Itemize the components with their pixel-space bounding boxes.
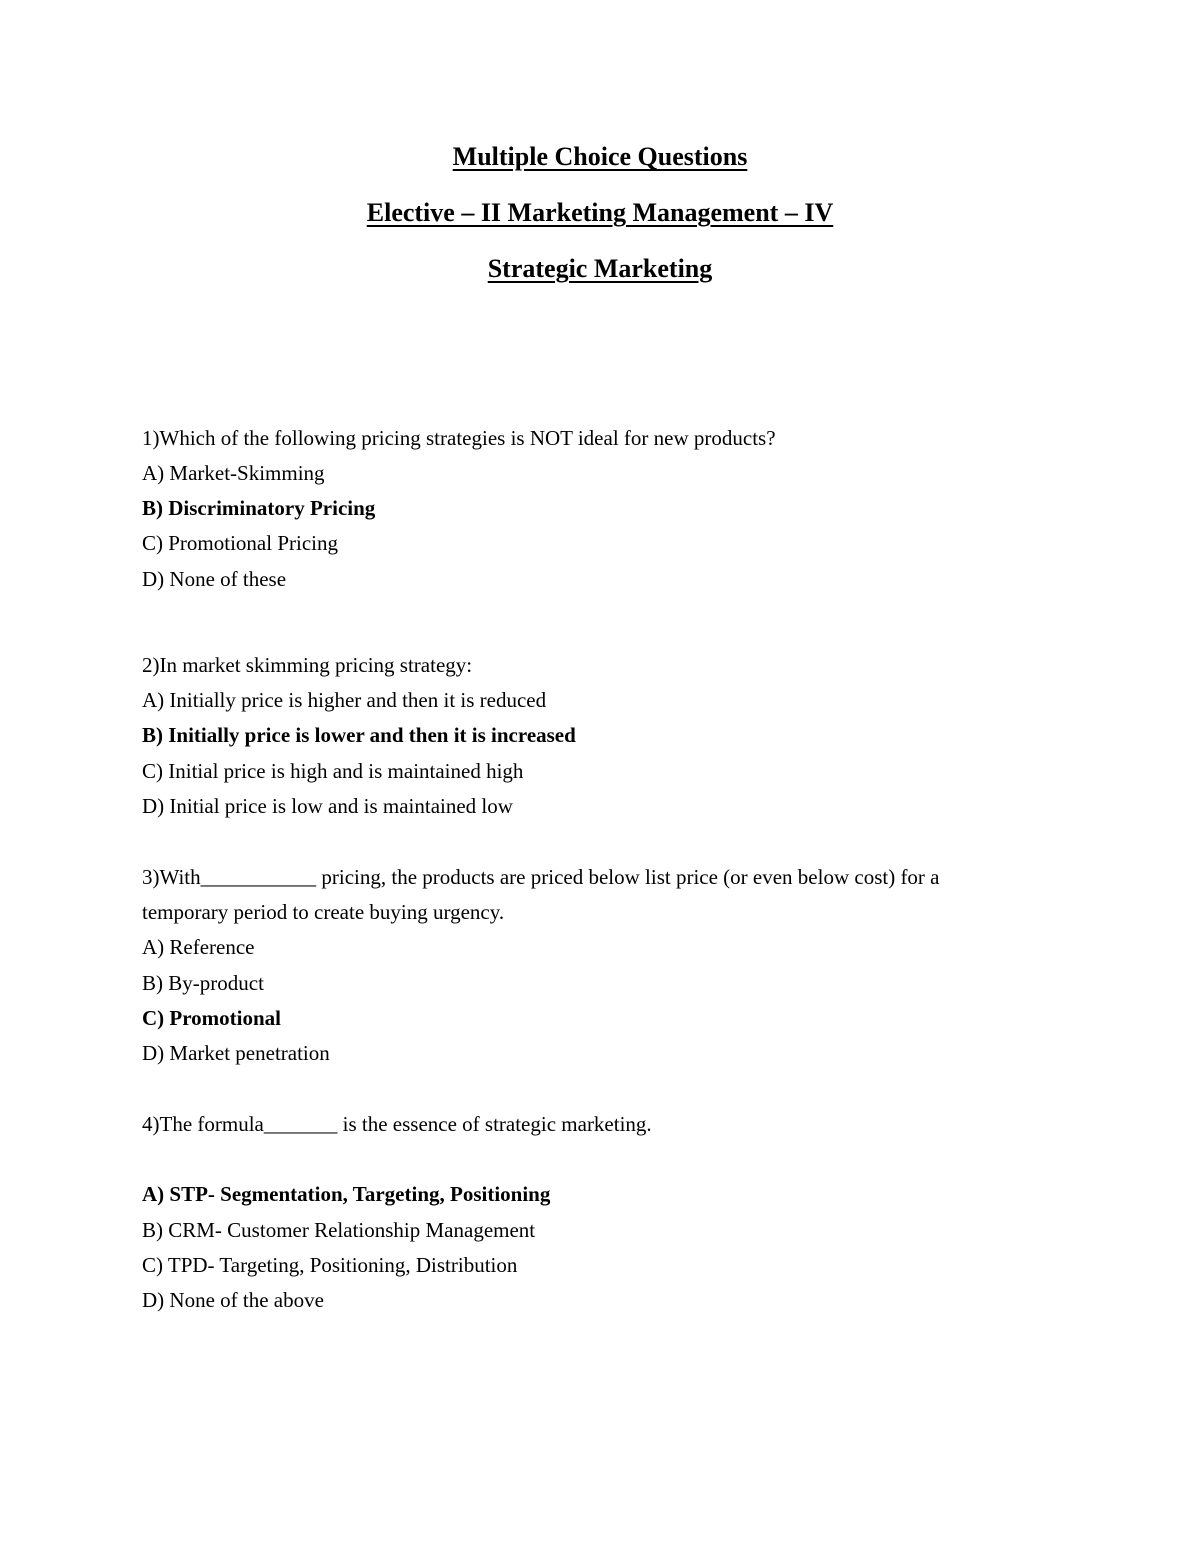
document-subtitle: Elective – II Marketing Management – IV (366, 198, 834, 227)
question-3-text-line-2: temporary period to create buying urgency. (142, 900, 505, 924)
question-1-text: 1)Which of the following pricing strategies is NOT ideal for new products? (142, 426, 776, 450)
question-1-option-b-correct: B) Discriminatory Pricing (142, 496, 376, 520)
question-2-option-c: C) Initial price is high and is maintained high (142, 759, 524, 783)
question-2-text: 2)In market skimming pricing strategy: (142, 653, 473, 677)
question-3-option-c-correct: C) Promotional (142, 1006, 282, 1030)
question-2-option-d: D) Initial price is low and is maintained low (142, 794, 513, 818)
question-3-text-line-1: 3)With___________ pricing, the products are priced below list price (or even below cost) for a (142, 865, 940, 889)
question-2-option-b-correct: B) Initially price is lower and then it is increased (142, 723, 576, 747)
section-title: Strategic Marketing (487, 254, 713, 283)
question-4-text: 4)The formula_______ is the essence of strategic marketing. (142, 1112, 652, 1136)
document-title: Multiple Choice Questions (452, 142, 748, 171)
question-4-option-d: D) None of the above (142, 1288, 324, 1312)
question-2-option-a: A) Initially price is higher and then it is reduced (142, 688, 547, 712)
question-3-option-d: D) Market penetration (142, 1041, 330, 1065)
question-1-option-d: D) None of these (142, 567, 287, 591)
question-3-option-b: B) By-product (142, 971, 264, 995)
question-1-option-c: C) Promotional Pricing (142, 531, 338, 555)
question-4-option-a-correct: A) STP- Segmentation, Targeting, Positioning (142, 1182, 551, 1206)
question-4-option-c: C) TPD- Targeting, Positioning, Distribution (142, 1253, 518, 1277)
question-1-option-a: A) Market-Skimming (142, 461, 325, 485)
question-3-option-a: A) Reference (142, 935, 255, 959)
question-4-option-b: B) CRM- Customer Relationship Management (142, 1218, 536, 1242)
